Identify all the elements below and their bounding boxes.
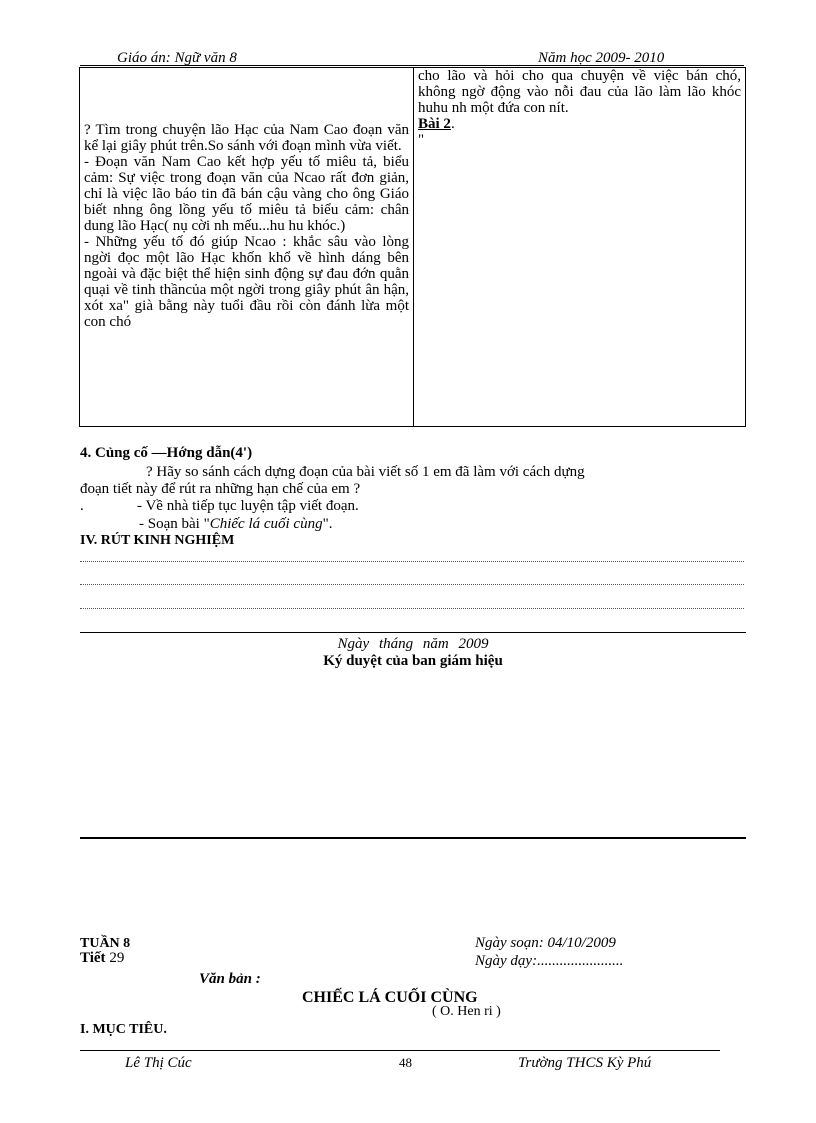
text-label: Văn bản :	[199, 971, 261, 987]
right-quote-mark: "	[418, 132, 425, 148]
lesson-title: CHIẾC LÁ CUỐI CÙNG	[302, 989, 478, 1006]
table-left-cell	[80, 68, 414, 427]
period-line	[80, 950, 124, 967]
lesson-table	[79, 67, 746, 427]
dotted-line-1	[80, 561, 744, 562]
section-4-mark: .	[80, 498, 84, 514]
footer-school: Trường THCS Kỳ Phú	[518, 1055, 652, 1071]
dotted-line-3	[80, 608, 744, 609]
exercise-label: Bài 2	[418, 116, 451, 132]
section-4-line-3: - Về nhà tiếp tục luyện tập viết đoạn.	[137, 498, 359, 514]
line-4-title: Chiếc lá cuối cùng	[209, 516, 323, 532]
approval-rule	[80, 837, 746, 839]
line-4-suffix: ".	[322, 516, 333, 532]
section-4-line-1: ? Hãy so sánh cách dựng đoạn của bài viết số 1 em đã làm với cách dựng	[146, 464, 585, 480]
footer-rule	[80, 1050, 720, 1051]
footer-page-number: 48	[399, 1055, 412, 1070]
section-iv-rule	[80, 632, 746, 633]
approval-date: Ngày tháng năm 2009	[337, 636, 489, 652]
teach-date: Ngày dạy:.......................	[475, 953, 624, 969]
section-iv-title: IV. RÚT KINH NGHIỆM	[80, 533, 235, 548]
exercise-label-period: .	[450, 116, 455, 132]
left-cell-spacer	[84, 68, 409, 122]
header-rule	[80, 65, 744, 66]
objectives-title: I. MỤC TIÊU.	[80, 1022, 167, 1037]
right-text: cho lão và hỏi cho qua chuyện về việc bán chó, không ngờ động vào nỗi đau của lão làm lão khóc huhu nh một đứa con nít.	[418, 68, 741, 116]
header-course: Giáo án: Ngữ văn 8	[117, 50, 237, 66]
period-number: 29	[109, 950, 125, 966]
approval-title: Ký duyệt của ban giám hiệu	[323, 653, 503, 669]
left-question: ? Tìm trong chuyện lão Hạc của Nam Cao đoạn văn kể lại giây phút trên.So sánh với đoạn mình vừa viết.	[84, 122, 409, 154]
week-label: TUẦN 8	[80, 936, 131, 951]
footer-author: Lê Thị Cúc	[125, 1055, 192, 1071]
right-exercise	[418, 116, 741, 132]
section-4-title: 4. Củng cố —Hớng dẫn(4')	[80, 445, 253, 461]
header-school-year: Năm học 2009- 2010	[538, 50, 665, 66]
period-label: Tiết	[80, 950, 106, 966]
dotted-line-2	[80, 584, 744, 585]
section-4-line-4	[139, 516, 332, 532]
prep-date: Ngày soạn: 04/10/2009	[475, 935, 616, 951]
left-answer-1: - Đoạn văn Nam Cao kết hợp yếu tố miêu tả, biểu cảm: Sự việc trong đoạn văn của Ncao rất đơn giản, chỉ là việc lão báo tin đã bán cậu vàng cho ông Giáo biết nhng ông lồng yếu tố miêu tả biểu cảm: chân dung lão Hạc( nụ cời nh mếu...hu hu khóc.)	[84, 154, 409, 234]
table-right-cell	[414, 68, 746, 427]
left-answer-2: - Những yếu tố đó giúp Ncao : khắc sâu vào lòng ngời đọc một lão Hạc khốn khổ về hình dáng bên ngoài và đặc biệt thể hiện sinh động sự đau đớn quằn quại về tinh thầncủa một ngời trong giây phút ân hận, xót xa" già bằng này tuổi đầu rồi còn đánh lừa một con chó	[84, 234, 409, 330]
lesson-author: ( O. Hen ri )	[432, 1004, 501, 1019]
section-4-line-2: đoạn tiết này để rút ra những hạn chế của em ?	[80, 481, 361, 497]
line-4-prefix: - Soạn bài "	[139, 516, 210, 532]
